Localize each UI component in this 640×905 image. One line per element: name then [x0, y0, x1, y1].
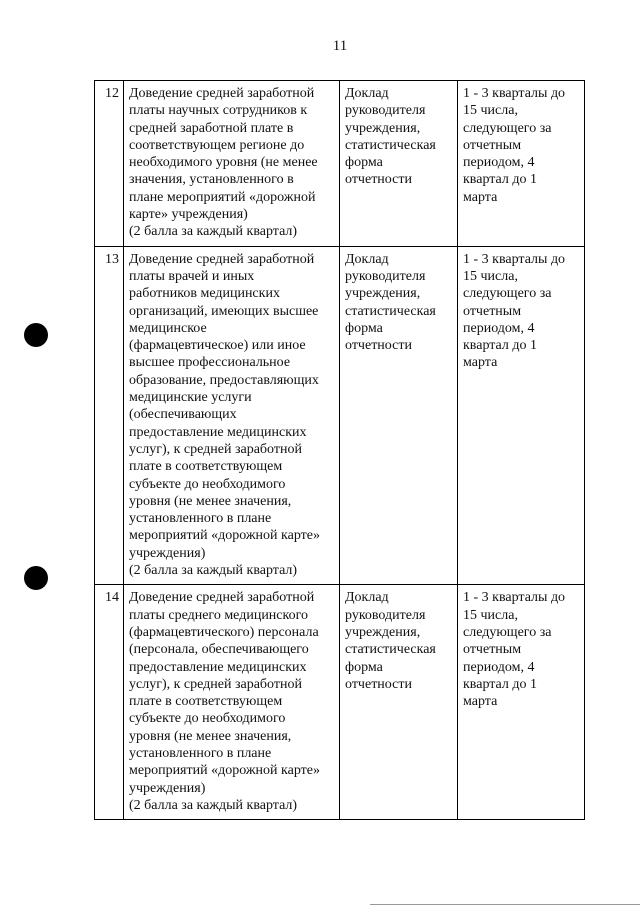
source-cell: Доклад руководителя учреждения, статистическая форма отчетности — [340, 81, 458, 247]
indicator-cell: Доведение средней заработной платы врачей и иных работников медицинских организаций, имеющих высшее медицинское (фармацевтическое) или иное высшее профессиональное образование, предоставляющих медицинские услуги (обеспечивающих предоставление медицинских услуг), к средней заработной плате в соответствующем субъекте до необходимого уровня (не менее значения, установленного в плане мероприятий «дорожной карте» учреждения) (2 балла за каждый квартал) — [124, 246, 340, 585]
page-number: 11 — [332, 38, 348, 54]
punch-hole-mark — [24, 323, 48, 347]
table-row — [95, 246, 585, 585]
criteria-table — [94, 80, 585, 820]
deadline-cell: 1 - 3 кварталы до 15 числа, следующего за отчетным периодом, 4 квартал до 1 марта — [458, 81, 585, 247]
row-number: 12 — [95, 81, 124, 247]
indicator-cell: Доведение средней заработной платы среднего медицинского (фармацевтического) персонала (персонала, обеспечивающего предоставление медицинских услуг), к средней заработной плате в соответствующем субъекте до необходимого уровня (не менее значения, установленного в плане мероприятий «дорожной карте» учреждения) (2 балла за каждый квартал) — [124, 585, 340, 820]
source-cell: Доклад руководителя учреждения, статистическая форма отчетности — [340, 246, 458, 585]
indicator-cell: Доведение средней заработной платы научных сотрудников к средней заработной плате в соответствующем регионе до необходимого уровня (не менее значения, установленного в плане мероприятий «дорожной карте» учреждения) (2 балла за каждый квартал) — [124, 81, 340, 247]
deadline-cell: 1 - 3 кварталы до 15 числа, следующего за отчетным периодом, 4 квартал до 1 марта — [458, 585, 585, 820]
deadline-cell: 1 - 3 кварталы до 15 числа, следующего за отчетным периодом, 4 квартал до 1 марта — [458, 246, 585, 585]
row-number: 14 — [95, 585, 124, 820]
source-cell: Доклад руководителя учреждения, статистическая форма отчетности — [340, 585, 458, 820]
table-row — [95, 81, 585, 247]
table-row — [95, 585, 585, 820]
punch-hole-mark — [24, 566, 48, 590]
row-number: 13 — [95, 246, 124, 585]
